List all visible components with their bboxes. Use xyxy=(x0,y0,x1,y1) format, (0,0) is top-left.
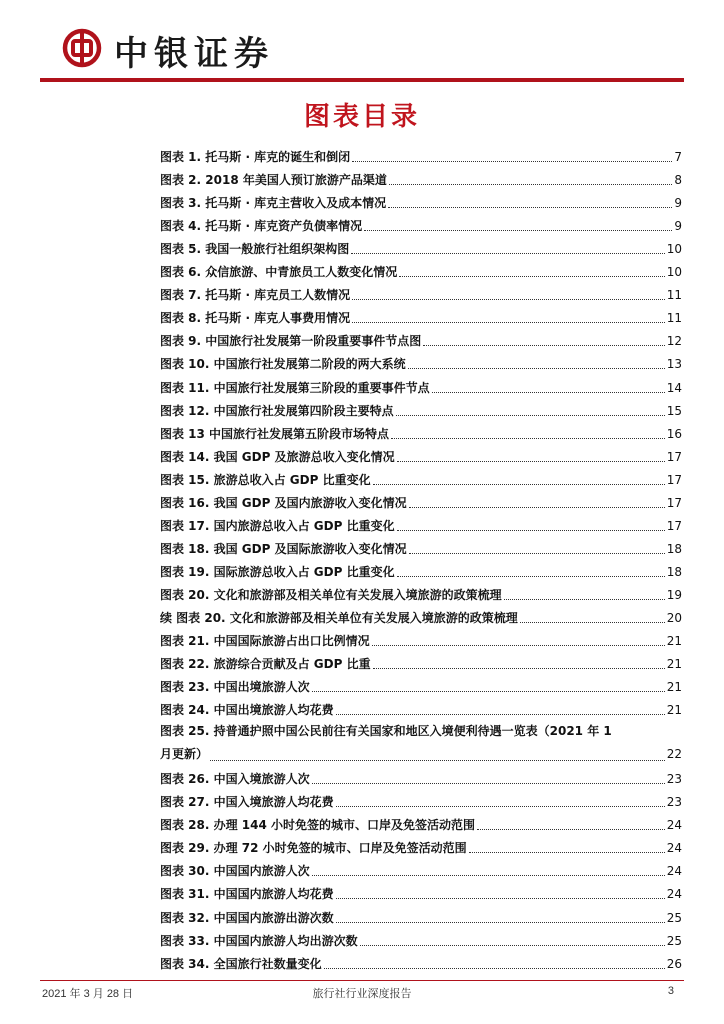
toc-leader-dots xyxy=(312,691,665,692)
toc-entry-label: 图表 8. 托马斯 · 库克人事费用情况 xyxy=(160,311,351,326)
toc-entry-page: 17 xyxy=(666,472,682,487)
toc-entry[interactable] xyxy=(160,144,682,167)
toc-leader-dots xyxy=(397,576,665,577)
toc-entry-page: 21 xyxy=(666,680,682,695)
header-divider xyxy=(40,78,684,82)
toc-entry[interactable] xyxy=(160,513,682,536)
toc-entry-page: 21 xyxy=(666,703,682,718)
toc-entry-page: 18 xyxy=(666,564,682,579)
toc-leader-dots xyxy=(336,806,665,807)
toc-leader-dots xyxy=(399,276,664,277)
toc-leader-dots xyxy=(336,922,665,923)
toc-leader-dots xyxy=(336,714,665,715)
toc-entry-label: 图表 3. 托马斯 · 库克主营收入及成本情况 xyxy=(160,196,387,211)
toc-entry-label: 图表 31. 中国国内旅游人均花费 xyxy=(160,887,334,902)
toc-leader-dots xyxy=(408,368,665,369)
toc-entry-page: 10 xyxy=(666,265,682,280)
toc-leader-dots xyxy=(432,392,665,393)
toc-entry-label: 图表 21. 中国国际旅游占出口比例情况 xyxy=(160,634,370,649)
toc-entry[interactable] xyxy=(160,697,682,720)
toc-entry-label: 图表 9. 中国旅行社发展第一阶段重要事件节点图 xyxy=(160,334,422,349)
toc-entry-page: 24 xyxy=(666,887,682,902)
toc-leader-dots xyxy=(391,438,665,439)
toc-entry-label: 图表 5. 我国一般旅行社组织架构图 xyxy=(160,242,350,257)
toc-entry-label: 图表 30. 中国国内旅游人次 xyxy=(160,864,310,879)
toc-entry-page: 21 xyxy=(666,657,682,672)
toc-leader-dots xyxy=(324,968,665,969)
toc-entry-page: 24 xyxy=(666,864,682,879)
toc-leader-dots xyxy=(372,645,665,646)
toc-entry-label: 图表 11. 中国旅行社发展第三阶段的重要事件节点 xyxy=(160,380,430,395)
toc-entry-page: 14 xyxy=(666,380,682,395)
toc-entry-page: 11 xyxy=(666,311,682,326)
toc-entry-page: 19 xyxy=(666,587,682,602)
toc-entry-label: 图表 15. 旅游总收入占 GDP 比重变化 xyxy=(160,472,371,487)
toc-entry[interactable] xyxy=(160,374,682,397)
toc-leader-dots xyxy=(351,253,664,254)
toc-entry-page: 20 xyxy=(666,610,682,625)
toc-entry-label: 图表 34. 全国旅行社数量变化 xyxy=(160,956,322,971)
header xyxy=(40,22,684,74)
toc-entry-label: 续 图表 20. 文化和旅游部及相关单位有关发展入境旅游的政策梳理 xyxy=(160,610,518,625)
footer-date: 2021 年 3 月 28 日 xyxy=(42,988,134,1000)
toc-entry-page: 24 xyxy=(666,818,682,833)
toc-leader-dots xyxy=(397,461,665,462)
toc-entry-label-continued: 月更新） xyxy=(160,747,209,762)
toc-entry-label: 图表 32. 中国国内旅游出游次数 xyxy=(160,910,334,925)
toc-entry[interactable] xyxy=(160,628,682,651)
toc-entry-label: 图表 25. 持普通护照中国公民前往有关国家和地区入境便利待遇一览表（2021 年 1 xyxy=(160,724,612,739)
toc-leader-dots xyxy=(396,415,665,416)
toc-entry[interactable] xyxy=(160,674,682,697)
toc-entry-page: 23 xyxy=(666,795,682,810)
toc-entry-label: 图表 2. 2018 年美国人预订旅游产品渠道 xyxy=(160,173,387,188)
toc-entry[interactable] xyxy=(160,766,682,789)
toc-entry-page: 23 xyxy=(666,772,682,787)
toc-entry[interactable] xyxy=(160,259,682,282)
toc-leader-dots xyxy=(373,484,665,485)
toc-entry-label: 图表 1. 托马斯 · 库克的诞生和倒闭 xyxy=(160,150,351,165)
toc-entry-label: 图表 4. 托马斯 · 库克资产负债率情况 xyxy=(160,219,363,234)
toc-entry-page: 24 xyxy=(666,841,682,856)
toc-leader-dots xyxy=(210,760,665,761)
toc-entry-label: 图表 27. 中国入境旅游人均花费 xyxy=(160,795,334,810)
toc-leader-dots xyxy=(397,530,665,531)
toc-entry-page: 25 xyxy=(666,933,682,948)
toc-entry-page: 16 xyxy=(666,426,682,441)
toc-entry[interactable] xyxy=(160,282,682,305)
toc-entry[interactable] xyxy=(160,951,682,974)
toc-entry[interactable] xyxy=(160,305,682,328)
toc-entry[interactable] xyxy=(160,720,682,766)
toc-entry-label: 图表 20. 文化和旅游部及相关单位有关发展入境旅游的政策梳理 xyxy=(160,587,502,602)
table-of-figures xyxy=(160,144,682,974)
toc-entry-page: 18 xyxy=(666,541,682,556)
toc-leader-dots xyxy=(388,207,672,208)
toc-entry[interactable] xyxy=(160,444,682,467)
toc-entry-page: 26 xyxy=(666,956,682,971)
toc-entry-label: 图表 18. 我国 GDP 及国际旅游收入变化情况 xyxy=(160,541,407,556)
toc-entry-label: 图表 23. 中国出境旅游人次 xyxy=(160,680,310,695)
toc-entry-label: 图表 29. 办理 72 小时免签的城市、口岸及免签活动范围 xyxy=(160,841,467,856)
toc-entry-page: 13 xyxy=(666,357,682,372)
toc-entry-page: 21 xyxy=(666,634,682,649)
toc-entry-label: 图表 7. 托马斯 · 库克员工人数情况 xyxy=(160,288,351,303)
toc-entry-label: 图表 17. 国内旅游总收入占 GDP 比重变化 xyxy=(160,518,395,533)
toc-entry-label: 图表 28. 办理 144 小时免签的城市、口岸及免签活动范围 xyxy=(160,818,476,833)
toc-entry-page: 22 xyxy=(666,747,682,762)
toc-entry-label: 图表 12. 中国旅行社发展第四阶段主要特点 xyxy=(160,403,394,418)
toc-entry-page: 12 xyxy=(666,334,682,349)
toc-entry[interactable] xyxy=(160,928,682,951)
toc-entry-page: 11 xyxy=(666,288,682,303)
toc-leader-dots xyxy=(504,599,665,600)
toc-entry-page: 9 xyxy=(674,219,682,234)
toc-entry-label: 图表 26. 中国入境旅游人次 xyxy=(160,772,310,787)
toc-entry-page: 8 xyxy=(674,173,682,188)
toc-entry[interactable] xyxy=(160,421,682,444)
toc-leader-dots xyxy=(409,553,665,554)
toc-entry-label: 图表 6. 众信旅游、中青旅员工人数变化情况 xyxy=(160,265,398,280)
toc-entry-label: 图表 10. 中国旅行社发展第二阶段的两大系统 xyxy=(160,357,406,372)
toc-entry-page: 9 xyxy=(674,196,682,211)
toc-entry-page: 25 xyxy=(666,910,682,925)
toc-entry-label: 图表 16. 我国 GDP 及国内旅游收入变化情况 xyxy=(160,495,407,510)
footer-report-name: 旅行社行业深度报告 xyxy=(312,988,412,1000)
toc-entry[interactable] xyxy=(160,236,682,259)
toc-leader-dots xyxy=(389,184,673,185)
toc-entry[interactable] xyxy=(160,467,682,490)
bank-of-china-logo-icon xyxy=(62,28,102,68)
toc-entry[interactable] xyxy=(160,167,682,190)
toc-leader-dots xyxy=(520,622,665,623)
toc-entry[interactable] xyxy=(160,605,682,628)
toc-entry[interactable] xyxy=(160,858,682,881)
toc-entry-label: 图表 19. 国际旅游总收入占 GDP 比重变化 xyxy=(160,564,395,579)
toc-entry[interactable] xyxy=(160,651,682,674)
toc-entry[interactable] xyxy=(160,881,682,904)
toc-entry[interactable] xyxy=(160,582,682,605)
footer-divider xyxy=(40,980,684,981)
toc-leader-dots xyxy=(477,829,665,830)
toc-leader-dots xyxy=(373,668,665,669)
toc-leader-dots xyxy=(312,783,665,784)
toc-entry-label: 图表 14. 我国 GDP 及旅游总收入变化情况 xyxy=(160,449,395,464)
toc-entry[interactable] xyxy=(160,536,682,559)
toc-entry-label: 图表 33. 中国国内旅游人均出游次数 xyxy=(160,933,358,948)
toc-leader-dots xyxy=(312,875,665,876)
toc-entry[interactable] xyxy=(160,904,682,927)
toc-leader-dots xyxy=(360,945,665,946)
toc-entry-page: 15 xyxy=(666,403,682,418)
toc-entry[interactable] xyxy=(160,190,682,213)
footer-page-number: 3 xyxy=(667,985,674,997)
toc-entry-label: 图表 13 中国旅行社发展第五阶段市场特点 xyxy=(160,426,390,441)
toc-entry-page: 7 xyxy=(674,150,682,165)
toc-entry[interactable] xyxy=(160,328,682,351)
toc-leader-dots xyxy=(364,230,672,231)
toc-entry-page: 17 xyxy=(666,518,682,533)
toc-entry[interactable] xyxy=(160,398,682,421)
toc-entry[interactable] xyxy=(160,559,682,582)
toc-entry-label: 图表 22. 旅游综合贡献及占 GDP 比重 xyxy=(160,657,371,672)
toc-entry-page: 10 xyxy=(666,242,682,257)
toc-entry-page: 17 xyxy=(666,449,682,464)
toc-entry-label: 图表 24. 中国出境旅游人均花费 xyxy=(160,703,334,718)
toc-entry-page: 17 xyxy=(666,495,682,510)
toc-leader-dots xyxy=(336,898,665,899)
toc-leader-dots xyxy=(352,161,672,162)
toc-leader-dots xyxy=(352,322,665,323)
toc-leader-dots xyxy=(352,299,665,300)
toc-entry[interactable] xyxy=(160,812,682,835)
toc-leader-dots xyxy=(469,852,665,853)
page-title: 图表目录 xyxy=(303,102,420,132)
toc-entry[interactable] xyxy=(160,490,682,513)
toc-entry[interactable] xyxy=(160,835,682,858)
toc-entry[interactable] xyxy=(160,789,682,812)
toc-entry[interactable] xyxy=(160,351,682,374)
toc-leader-dots xyxy=(423,345,664,346)
brand-name: 中银证券 xyxy=(114,34,274,74)
toc-entry[interactable] xyxy=(160,213,682,236)
toc-leader-dots xyxy=(409,507,665,508)
